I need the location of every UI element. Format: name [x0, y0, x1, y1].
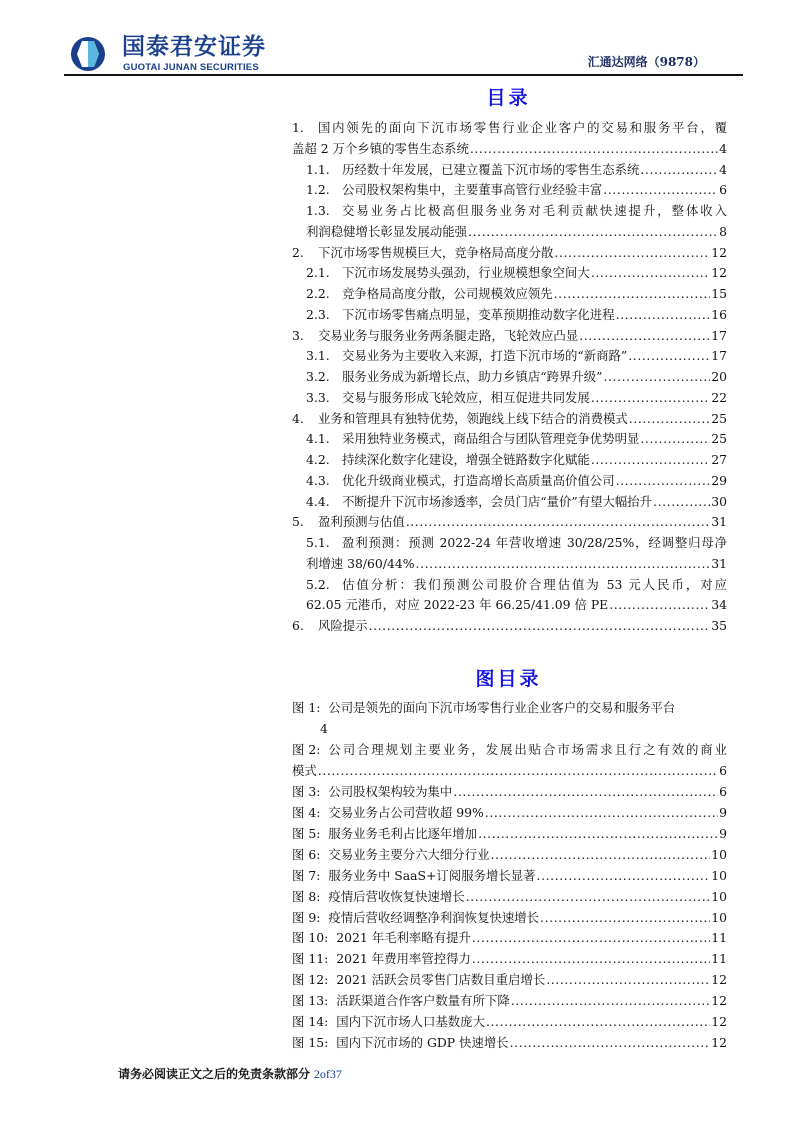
entry-title: 持续深化数字化建设，增强全链路数字化赋能: [342, 452, 590, 467]
entry-page: 25: [711, 431, 727, 447]
entry-line[interactable]: [306, 429, 727, 449]
logo-mark-icon: [66, 36, 110, 72]
entry-number: 4.1.: [306, 431, 330, 447]
dot-leader: [540, 908, 710, 928]
dot-leader: [511, 991, 710, 1011]
entry-number: 4.4.: [306, 493, 330, 509]
entry-line[interactable]: [306, 346, 727, 366]
entry-page: 17: [711, 327, 727, 343]
entry-number: 3.2.: [306, 369, 330, 384]
entry-number: 图 7:: [292, 867, 321, 883]
dot-leader: [453, 782, 718, 802]
entry-title: 业务和管理具有独特优势，领跑线上线下结合的消费模式: [318, 410, 628, 426]
entry-line[interactable]: [306, 554, 727, 574]
entry-line[interactable]: [292, 243, 727, 263]
dot-leader: [603, 180, 718, 200]
entry-page: 12: [711, 972, 727, 988]
entry-title: 公司股权架构较为集中: [328, 783, 453, 799]
company-logo: [66, 34, 296, 74]
entry-line[interactable]: [292, 970, 727, 990]
entry-number: 图 4:: [292, 804, 321, 820]
entry-line[interactable]: [292, 991, 727, 1011]
entry-line[interactable]: [292, 326, 727, 346]
entry-line[interactable]: [306, 263, 727, 283]
dot-leader: [591, 388, 710, 408]
entry-page: 10: [711, 867, 727, 883]
entry-line[interactable]: [320, 719, 727, 739]
dot-leader: [616, 471, 711, 491]
dot-leader: [640, 160, 718, 180]
entry-line[interactable]: [306, 180, 727, 200]
entry-number: 图 9:: [292, 909, 321, 925]
entry-number: 5.: [292, 514, 304, 530]
entry-line[interactable]: [292, 908, 727, 928]
entry-page: 27: [711, 452, 727, 467]
entry-line[interactable]: [306, 367, 727, 387]
entry-title: 交易业务主要分六大细分行业: [328, 846, 490, 862]
entry-page: 4: [719, 161, 727, 177]
entry-page: 10: [711, 909, 727, 925]
entry-title: 不断提升下沉市场渗透率，会员门店“量价”有望大幅抬升: [342, 493, 653, 509]
entry-number: 1.1.: [306, 161, 330, 177]
entry-title: 下沉市场零售规模巨大，竞争格局高度分散: [318, 244, 554, 260]
entry-line[interactable]: [292, 782, 727, 802]
entry-title: 公司合理规划主要业务，发展出贴合市场需求且行之有效的商业: [328, 741, 727, 757]
entry-page: 20: [711, 369, 727, 384]
entry-line[interactable]: [306, 533, 727, 553]
entry-line[interactable]: [306, 450, 727, 470]
entry-number: 3.: [292, 327, 304, 343]
entry-line[interactable]: [292, 139, 727, 159]
entry-page: 30: [711, 493, 727, 509]
entry-line[interactable]: [292, 887, 727, 907]
figures-title: 图目录: [475, 668, 542, 690]
entry-number: 图 2:: [292, 741, 321, 757]
dot-leader: [554, 243, 710, 263]
entry-title: 优化升级商业模式，打造高增长高质量高价值公司: [342, 472, 615, 488]
entry-title: 活跃渠道合作客户数量有所下降: [336, 993, 510, 1009]
entry-page: 17: [711, 348, 727, 364]
entry-line[interactable]: [292, 740, 727, 760]
entry-number: 4.: [292, 410, 304, 426]
dot-leader: [628, 346, 710, 366]
entry-number: 1.: [292, 120, 304, 135]
entry-title: 盖超 2 万个乡镇的零售生态系统: [292, 140, 469, 156]
entry-page: 6: [719, 783, 727, 799]
entry-page: 12: [711, 1035, 727, 1051]
entry-title: 历经数十年发展，已建立覆盖下沉市场的零售生态系统: [342, 161, 640, 177]
entry-page: 8: [719, 223, 727, 239]
entry-title: 公司是领先的面向下沉市场零售行业企业客户的交易和服务平台: [328, 700, 676, 715]
entry-title: 交易业务占比极高但服务业务对毛利贡献快速提升，整体收入: [342, 203, 727, 218]
toc-title: 目录: [486, 87, 531, 109]
entry-page: 4: [719, 140, 727, 156]
entry-number: 4.3.: [306, 472, 330, 488]
entry-number: 图 8:: [292, 888, 321, 904]
entry-page: 34: [711, 597, 727, 613]
dot-leader: [653, 492, 710, 512]
entry-title: 交易业务与服务业务两条腿走路，飞轮效应凸显: [318, 327, 579, 343]
entry-number: 3.1.: [306, 348, 330, 364]
entry-number: 图 13:: [292, 993, 329, 1009]
entry-page: 29: [711, 472, 727, 488]
entry-line[interactable]: [306, 388, 727, 408]
dot-leader: [510, 1033, 711, 1053]
entry-line[interactable]: [292, 616, 727, 636]
entry-line[interactable]: [306, 201, 727, 221]
dot-leader: [416, 554, 711, 574]
footer-disclaimer: 请务必阅读正文之后的免责条款部分: [118, 1067, 311, 1081]
entry-number: 图 1:: [292, 700, 321, 715]
entry-number: 图 6:: [292, 846, 321, 862]
dot-leader: [640, 429, 710, 449]
entry-line[interactable]: [292, 866, 727, 886]
entry-title: 交易业务占公司营收超 99%: [328, 804, 484, 820]
entry-title: 下沉市场零售痛点明显，变革预期推动数字化进程: [342, 306, 615, 322]
entry-line[interactable]: [292, 698, 727, 718]
entry-page: 10: [711, 888, 727, 904]
entry-number: 图 12:: [292, 972, 329, 988]
entry-line[interactable]: [292, 824, 727, 844]
entry-line[interactable]: [292, 118, 727, 138]
dot-leader: [470, 139, 718, 159]
entry-line[interactable]: [306, 284, 727, 304]
entry-line[interactable]: [292, 1012, 727, 1032]
entry-page: 35: [711, 618, 727, 633]
dot-leader: [472, 949, 710, 969]
dot-leader: [616, 305, 711, 325]
dot-leader: [478, 824, 718, 844]
entry-title: 疫情后营收恢复快速增长: [328, 888, 465, 904]
dot-leader: [466, 887, 711, 907]
entry-page: 4: [320, 720, 328, 736]
dot-leader: [537, 866, 711, 886]
entry-number: 图 10:: [292, 930, 329, 946]
entry-title: 国内领先的面向下沉市场零售行业企业客户的交易和服务平台，覆: [318, 120, 727, 135]
entry-page: 12: [711, 993, 727, 1009]
entry-page: 25: [711, 410, 727, 426]
dot-leader: [472, 928, 710, 948]
entry-title: 利增速 38/60/44%: [306, 555, 415, 571]
entry-number: 5.1.: [306, 535, 330, 550]
entry-line[interactable]: [306, 222, 727, 242]
entry-title: 2021 活跃会员零售门店数目重启增长: [336, 972, 546, 988]
dot-leader: [486, 1012, 710, 1032]
dot-leader: [591, 263, 710, 283]
stock-name: 汇通达网络（9878）: [587, 55, 705, 69]
entry-title: 下沉市场发展势头强劲，行业规模想象空间大: [342, 265, 590, 281]
entry-title: 国内下沉市场人口基数庞大: [336, 1014, 485, 1030]
entry-line[interactable]: [306, 595, 727, 615]
entry-page: 6: [719, 182, 727, 198]
entry-page: 9: [719, 804, 727, 820]
entry-title: 2021 年费用率管控得力: [336, 951, 471, 967]
entry-title: 采用独特业务模式，商品组合与团队管理竞争优势明显: [342, 431, 640, 447]
entry-title: 公司股权架构集中，主要董事高管行业经验丰富: [342, 182, 603, 198]
entry-page: 11: [711, 951, 727, 967]
entry-number: 2.1.: [306, 265, 330, 281]
dot-leader: [579, 326, 710, 346]
entry-title: 竞争格局高度分散，公司规模效应领先: [342, 286, 553, 301]
dot-leader: [318, 761, 718, 781]
entry-number: 2.3.: [306, 306, 330, 322]
entry-number: 6.: [292, 618, 304, 633]
entry-page: 12: [711, 244, 727, 260]
entry-title: 疫情后营收经调整净利润恢复快速增长: [328, 909, 540, 925]
entry-page: 11: [711, 930, 727, 946]
entry-page: 9: [719, 825, 727, 841]
dot-leader: [603, 367, 710, 387]
entry-number: 2.: [292, 244, 304, 260]
entry-number: 5.2.: [306, 576, 330, 592]
entry-title: 交易业务为主要收入来源，打造下沉市场的“新商路”: [342, 348, 628, 364]
entry-line[interactable]: [292, 409, 727, 429]
entry-number: 图 15:: [292, 1035, 329, 1051]
entry-number: 图 5:: [292, 825, 321, 841]
entry-title: 估值分析：我们预测公司股价合理估值为 53 元人民币，对应: [342, 576, 727, 592]
page-number: 2of37: [313, 1067, 342, 1081]
entry-title: 利润稳健增长彰显发展动能强: [306, 223, 468, 239]
entry-line[interactable]: [306, 305, 727, 325]
dot-leader: [369, 616, 711, 636]
entry-number: 3.3.: [306, 389, 330, 405]
entry-title: 2021 年毛利率略有提升: [336, 930, 471, 946]
entry-number: 图 14:: [292, 1014, 329, 1030]
entry-page: 6: [719, 762, 727, 778]
logo-text-en: GUOTAI JUNAN SECURITIES: [123, 62, 259, 73]
entry-number: 图 11:: [292, 951, 329, 967]
dot-leader: [591, 450, 710, 470]
entry-page: 31: [711, 514, 727, 530]
entry-number: 2.2.: [306, 286, 330, 301]
entry-line[interactable]: [292, 803, 727, 823]
entry-page: 12: [711, 265, 727, 281]
footer: [118, 1066, 342, 1082]
entry-number: 4.2.: [306, 452, 330, 467]
entry-line[interactable]: [306, 471, 727, 491]
entry-title: 服务业务毛利占比逐年增加: [328, 825, 478, 841]
entry-title: 62.05 元港币，对应 2022-23 年 66.25/41.09 倍 PE: [306, 597, 609, 613]
entry-title: 国内下沉市场的 GDP 快速增长: [336, 1035, 509, 1051]
entry-page: 15: [711, 286, 727, 301]
dot-leader: [406, 512, 710, 532]
entry-title: 服务业务成为新增长点，助力乡镇店“跨界升级”: [342, 369, 603, 384]
logo-text-cn: 国泰君安证券: [122, 34, 266, 60]
entry-number: 1.3.: [306, 203, 330, 218]
entry-line[interactable]: [292, 761, 727, 781]
entry-page: 22: [711, 389, 727, 405]
entry-page: 12: [711, 1014, 727, 1030]
dot-leader: [485, 803, 718, 823]
entry-line[interactable]: [306, 492, 727, 512]
entry-line[interactable]: [292, 845, 727, 865]
entry-page: 31: [711, 555, 727, 571]
entry-line[interactable]: [306, 160, 727, 180]
header-divider: [64, 74, 743, 76]
entry-number: 图 3:: [292, 783, 321, 799]
entry-page: 10: [711, 846, 727, 862]
dot-leader: [468, 222, 718, 242]
entry-line[interactable]: [292, 1033, 727, 1053]
dot-leader: [609, 595, 710, 615]
entry-line[interactable]: [306, 575, 727, 595]
entry-title: 盈利预测与估值: [318, 514, 405, 530]
entry-title: 盈利预测：预测 2022-24 年营收增速 30/28/25%，经调整归母净: [342, 535, 727, 550]
entry-line[interactable]: [292, 512, 727, 532]
entry-title: 交易与服务形成飞轮效应，相互促进共同发展: [342, 389, 590, 405]
entry-number: 1.2.: [306, 182, 330, 198]
dot-leader: [546, 970, 710, 990]
entry-title: 服务业务中 SaaS+订阅服务增长显著: [328, 867, 536, 883]
dot-leader: [490, 845, 710, 865]
entry-page: 16: [711, 306, 727, 322]
entry-line[interactable]: [292, 949, 727, 969]
dot-leader: [554, 284, 711, 304]
dot-leader: [629, 409, 710, 429]
entry-title: 模式: [292, 762, 317, 778]
entry-title: 风险提示: [318, 618, 368, 633]
entry-line[interactable]: [292, 928, 727, 948]
